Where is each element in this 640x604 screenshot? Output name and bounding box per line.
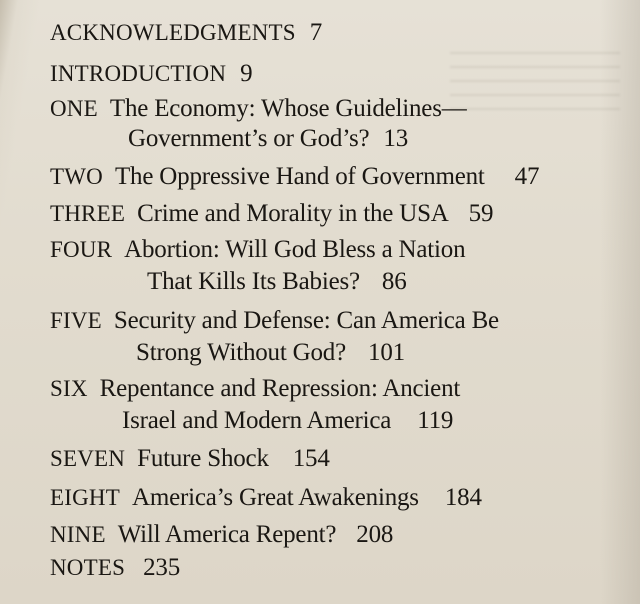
toc-title: Will America Repent? xyxy=(117,521,337,548)
toc-entry-seven xyxy=(50,444,330,474)
toc-title: Security and Defense: Can America Be xyxy=(113,307,499,334)
toc-label: FIVE xyxy=(50,308,102,333)
toc-entry-notes xyxy=(50,553,180,583)
toc-page-number: 13 xyxy=(383,125,408,152)
toc-page-number: 208 xyxy=(356,521,394,548)
toc-title: The Oppressive Hand of Government xyxy=(114,163,485,190)
toc-title-continued: Strong Without God? xyxy=(136,339,347,366)
toc-entry-eight xyxy=(50,483,482,513)
toc-page-number: 101 xyxy=(368,339,405,366)
toc-entry-five-cont xyxy=(136,338,405,368)
toc-label: ACKNOWLEDGMENTS xyxy=(50,20,296,45)
toc-title: Repentance and Repression: Ancient xyxy=(99,375,461,402)
toc-entry-six xyxy=(50,374,460,404)
toc-page-number: 47 xyxy=(514,163,540,190)
toc-entry-two xyxy=(50,162,539,192)
toc-label: TWO xyxy=(50,164,103,189)
toc-title-continued: That Kills Its Babies? xyxy=(147,268,360,295)
toc-entry-six-cont xyxy=(122,406,453,436)
toc-entry-acknowledgments xyxy=(50,18,322,48)
toc-entry-five xyxy=(50,306,499,336)
toc-label: SEVEN xyxy=(50,446,126,471)
toc-title: America’s Great Awakenings xyxy=(131,484,419,511)
toc-page-number: 235 xyxy=(143,554,181,581)
toc-title: Abortion: Will God Bless a Nation xyxy=(124,236,466,263)
toc-label: ONE xyxy=(50,96,98,121)
toc-entry-one xyxy=(50,94,467,124)
toc-page-number: 86 xyxy=(381,268,407,295)
toc-title: Crime and Morality in the USA xyxy=(137,200,449,227)
toc-entry-one-cont xyxy=(128,124,408,154)
toc-label: INTRODUCTION xyxy=(50,61,227,86)
toc-title: The Economy: Whose Guidelines— xyxy=(109,95,467,122)
toc-page-number: 59 xyxy=(468,200,494,227)
toc-title: Future Shock xyxy=(137,445,269,472)
toc-page-number: 154 xyxy=(292,445,330,472)
toc-label: EIGHT xyxy=(50,485,120,510)
toc-label: NOTES xyxy=(50,555,126,580)
toc-title-continued: Israel and Modern America xyxy=(122,407,392,434)
toc-label: THREE xyxy=(50,201,126,226)
toc-entry-four-cont xyxy=(147,267,407,297)
toc-entry-introduction xyxy=(50,59,252,89)
toc-title-continued: Government’s or God’s? xyxy=(128,125,370,152)
toc-entry-three xyxy=(50,199,493,229)
toc-label: SIX xyxy=(50,376,88,401)
toc-label: FOUR xyxy=(50,237,113,262)
toc-entry-nine xyxy=(50,520,393,550)
toc-page-number: 184 xyxy=(444,484,482,511)
toc-page-number: 9 xyxy=(240,60,253,87)
toc-page-number: 7 xyxy=(309,19,323,46)
toc-page-number: 119 xyxy=(417,407,454,434)
toc-label: NINE xyxy=(50,522,106,547)
toc-entry-four xyxy=(50,235,465,265)
